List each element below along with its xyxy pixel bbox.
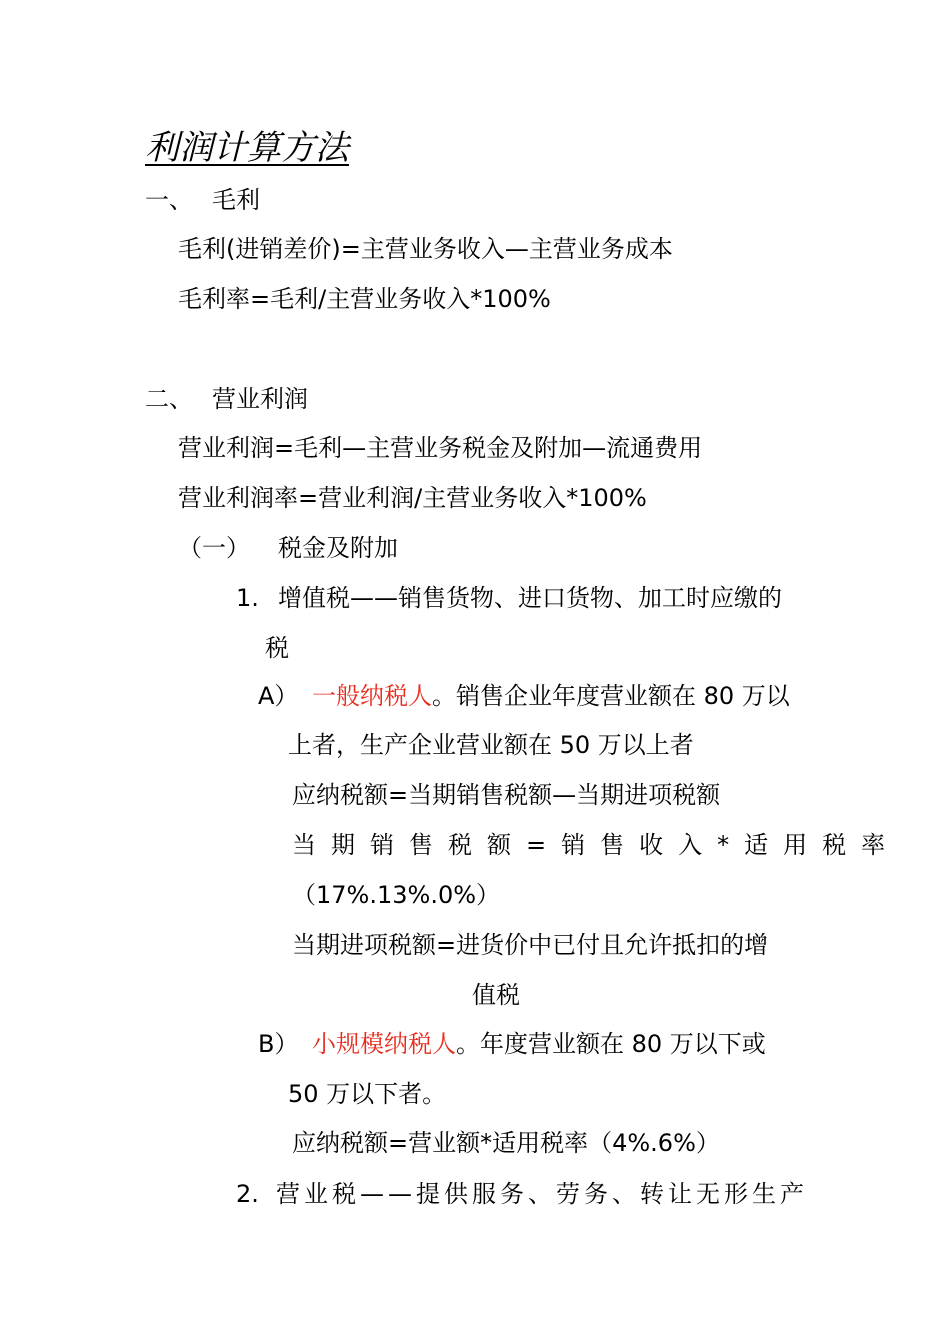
item1-number: 1. [236,584,259,612]
operating-margin-formula: 营业利润率=营业利润/主营业务收入*100% [178,484,647,512]
item-a-paragraph [312,680,790,712]
item-b-paragraph [312,1028,766,1060]
item-b-text-line1: 。年度营业额在 80 万以下或 [456,1030,766,1058]
gross-profit-formula: 毛利(进销差价)=主营业务收入—主营业务成本 [178,235,673,263]
general-taxpayer-term: 一般纳税人 [312,682,432,710]
item-a-formula2-line2: （17%.13%.0%） [292,881,501,909]
item-a-text-line1: 。销售企业年度营业额在 80 万以 [432,682,790,710]
gross-margin-formula: 毛利率=毛利/主营业务收入*100% [178,285,551,313]
page-title: 利润计算方法 [145,128,349,168]
item-a-formula3-line1: 当期进项税额=进货价中已付且允许抵扣的增 [292,931,769,959]
item-b-formula1: 应纳税额=营业额*适用税率（4%.6%） [292,1129,720,1157]
item1-text-line1: 增值税——销售货物、进口货物、加工时应缴的 [278,584,782,612]
item-b-marker: B） [258,1030,299,1058]
subsection1-number: （一） [178,534,250,562]
section1-number: 一、 [145,186,193,214]
item-b-text-line2: 50 万以下者。 [288,1080,447,1108]
item-a-marker: A） [258,682,299,710]
section1-heading: 毛利 [212,186,260,214]
small-scale-taxpayer-term: 小规模纳税人 [312,1030,456,1058]
item-a-formula1: 应纳税额=当期销售税额—当期进项税额 [292,781,721,809]
item2-number: 2. [236,1180,259,1208]
item-a-formula2-line1: 当期销售税额=销售收入*适用税率 [292,831,901,859]
item-a-formula3-line2: 值税 [472,981,520,1009]
section2-number: 二、 [145,385,193,413]
item-a-text-line2: 上者，生产企业营业额在 50 万以上者 [288,731,694,759]
operating-profit-formula: 营业利润=毛利—主营业务税金及附加—流通费用 [178,434,703,462]
section2-heading: 营业利润 [212,385,308,413]
subsection1-heading: 税金及附加 [278,534,398,562]
item2-text-line1: 营业税——提供服务、劳务、转让无形生产 [276,1180,808,1208]
item1-text-line2: 税 [265,634,289,662]
